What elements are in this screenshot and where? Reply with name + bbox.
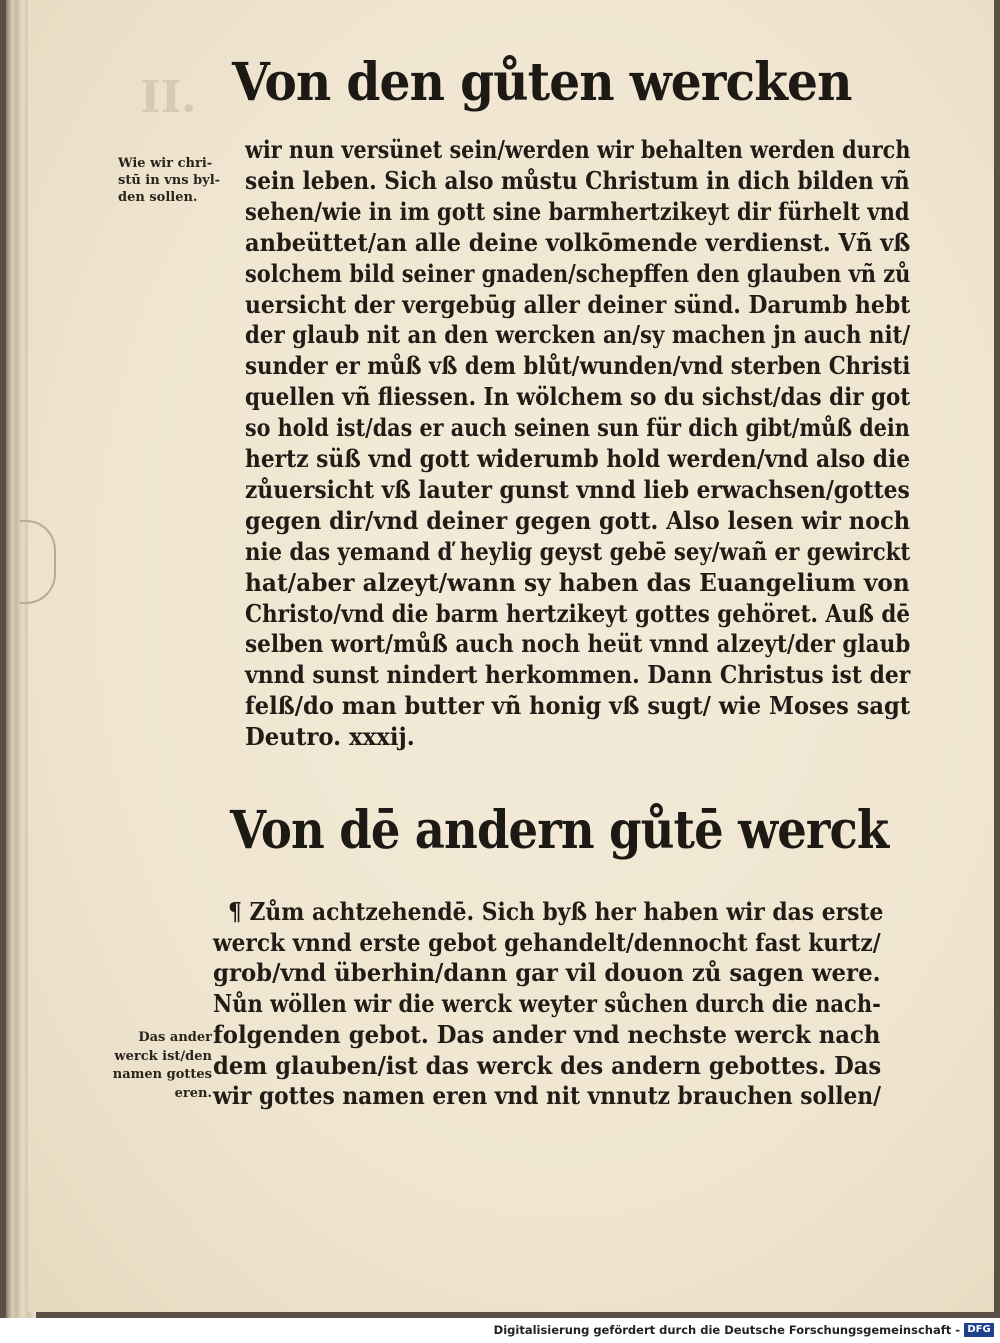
text-line: Deutro. xxxij.	[245, 722, 415, 752]
text-line: dem glauben/ist das werck des andern gebottes. Das	[213, 1050, 882, 1080]
text-line: nie das yemand ď heylig geyst gebē sey/wañ er gewirckt	[245, 536, 911, 566]
margin-note-line: den sollen.	[118, 190, 198, 205]
text-line: Christo/vnd die barm hertzikeyt gottes gehöret. Auß dē	[245, 598, 910, 628]
text-line: selben wort/můß auch noch heüt vnnd alzeyt/der glaub	[245, 629, 911, 659]
text-line: felß/do man butter vñ honig vß sugt/ wie Moses sagt	[245, 691, 911, 721]
text-line: Nůn wöllen wir die werck weyter sůchen durch die nach-	[213, 989, 881, 1019]
text-line: hat/aber alzeyt/wann sy haben das Euangelium von	[245, 567, 910, 597]
text-line: hertz süß vnd gott widerumb hold werden/vnd also die	[245, 444, 911, 473]
text-line: zůuersicht vß lauter gunst vnnd lieb erwachsen/gottes	[245, 474, 910, 504]
margin-note-line: namen gottes	[112, 1067, 212, 1082]
text-line: vnnd sunst nindert herkommen. Dann Christus ist der	[245, 660, 911, 690]
text-line: anbeüttet/an alle deine volkōmende verdienst. Vñ vß	[245, 227, 911, 257]
text-line: gegen dir/vnd deiner gegen gott. Also lesen wir noch	[245, 505, 911, 535]
margin-note-line: Wie wir chri-	[118, 156, 213, 171]
text-line: uersicht der vergebūg aller deiner sünd. Darumb hebt	[245, 289, 911, 319]
text-line: sunder er můß vß dem blůt/wunden/vnd sterben Christi	[245, 351, 911, 381]
text-line: werck vnnd erste gebot gehandelt/dennocht fast kurtz/	[213, 927, 881, 957]
text-line: wir nun versünet sein/werden wir behalten werden durch	[245, 135, 911, 164]
text-line: so hold ist/das er auch seinen sun für dich gibt/můß dein	[245, 413, 910, 443]
text-line: sehen/wie in im gott sine barmhertzikeyt dir fürhelt vnd	[245, 196, 910, 226]
dfg-logo: DFG	[964, 1323, 994, 1337]
text-line: der glaub nit an den wercken an/sy machen jn auch nit/	[245, 320, 911, 350]
text-line: sein leben. Sich also můstu Christum in dich bilden vñ	[245, 165, 910, 195]
section-heading-2: Von dē andern gůtē werck	[230, 800, 889, 861]
text-line: ¶ Zům achtzehendē. Sich byß her haben wir das erste	[228, 897, 884, 926]
text-line: grob/vnd überhin/dann gar vil douon zů sagen were.	[213, 958, 881, 988]
section-heading-1: Von den gůten wercken	[232, 52, 852, 113]
margin-note-line: werck ist/den	[114, 1048, 212, 1064]
bleed-through-text: II.	[140, 72, 197, 123]
text-line: folgenden gebot. Das ander vnd nechste werck nach	[213, 1019, 881, 1049]
text-line: quellen vñ fliessen. In wölchem so du sichst/das dir got	[245, 382, 911, 412]
text-line: wir gottes namen eren vnd nit vnnutz brauchen sollen/	[213, 1081, 882, 1111]
funding-credit: Digitalisierung gefördert durch die Deutsche Forschungsgemeinschaft -	[493, 1323, 960, 1337]
footer-bar	[0, 1318, 1000, 1343]
margin-note-line: Das ander	[138, 1030, 212, 1045]
margin-note-line: eren.	[174, 1085, 212, 1101]
margin-note-line: stū in vns byl-	[118, 173, 221, 188]
text-line: solchem bild seiner gnaden/schepffen den glauben vñ zů	[245, 258, 911, 288]
